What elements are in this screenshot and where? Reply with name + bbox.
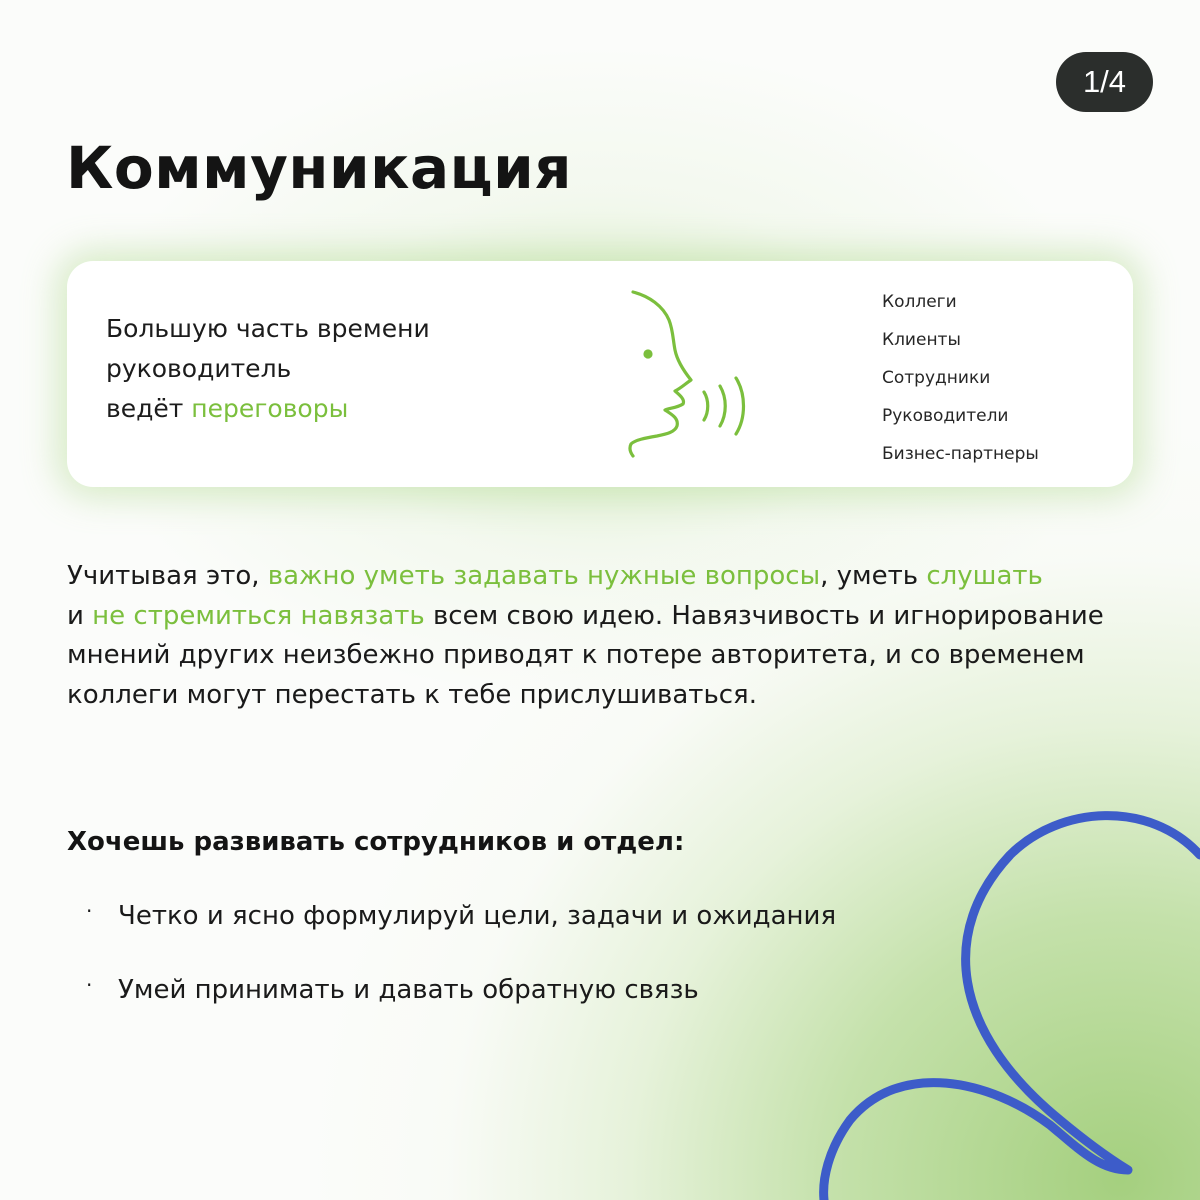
cta-heading: Хочешь развивать сотрудников и отдел: bbox=[67, 827, 685, 857]
page-title: Коммуникация bbox=[66, 134, 572, 202]
body-accent-questions: важно уметь задавать нужные вопросы bbox=[267, 561, 821, 591]
tip-item bbox=[86, 894, 836, 968]
page-indicator-badge: 1/4 bbox=[1056, 52, 1153, 112]
tip-text: Четко и ясно формулируй цели, задачи и ожидания bbox=[118, 901, 837, 931]
body-text-segment: всем свою идею. Навязчивость и игнорирование мнений других неизбежно приводят к потере авторитета, и со временем коллеги могут перестать к тебе прислушиваться. bbox=[67, 600, 1104, 710]
audience-item: Клиенты bbox=[882, 330, 961, 350]
info-card bbox=[67, 261, 1133, 487]
card-lead-line-2: руководитель bbox=[106, 354, 292, 383]
body-paragraph bbox=[67, 557, 1137, 715]
bullet-dot-icon: · bbox=[86, 899, 93, 923]
body-text-segment: Учитывая это, bbox=[67, 561, 268, 591]
card-lead-line-3: ведёт bbox=[106, 394, 192, 423]
audience-item: Руководители bbox=[882, 406, 1009, 426]
card-lead-text bbox=[106, 309, 586, 429]
speaking-face-icon bbox=[627, 288, 767, 463]
body-accent-not-impose: не стремиться навязать bbox=[92, 600, 425, 631]
body-accent-listen: слушать bbox=[926, 561, 1043, 591]
bullet-dot-icon: · bbox=[86, 973, 93, 997]
tip-item bbox=[86, 968, 836, 1042]
audience-item: Коллеги bbox=[882, 292, 957, 312]
audience-list bbox=[882, 283, 1039, 473]
tip-text: Умей принимать и давать обратную связь bbox=[118, 975, 699, 1005]
body-text-segment: , уметь bbox=[820, 561, 927, 591]
body-text-segment: и bbox=[67, 600, 93, 631]
card-lead-accent: переговоры bbox=[191, 394, 349, 423]
audience-item: Сотрудники bbox=[882, 368, 991, 388]
tips-list bbox=[86, 894, 836, 1042]
card-lead-line-1: Большую часть времени bbox=[106, 314, 430, 343]
audience-item: Бизнес-партнеры bbox=[882, 444, 1039, 464]
